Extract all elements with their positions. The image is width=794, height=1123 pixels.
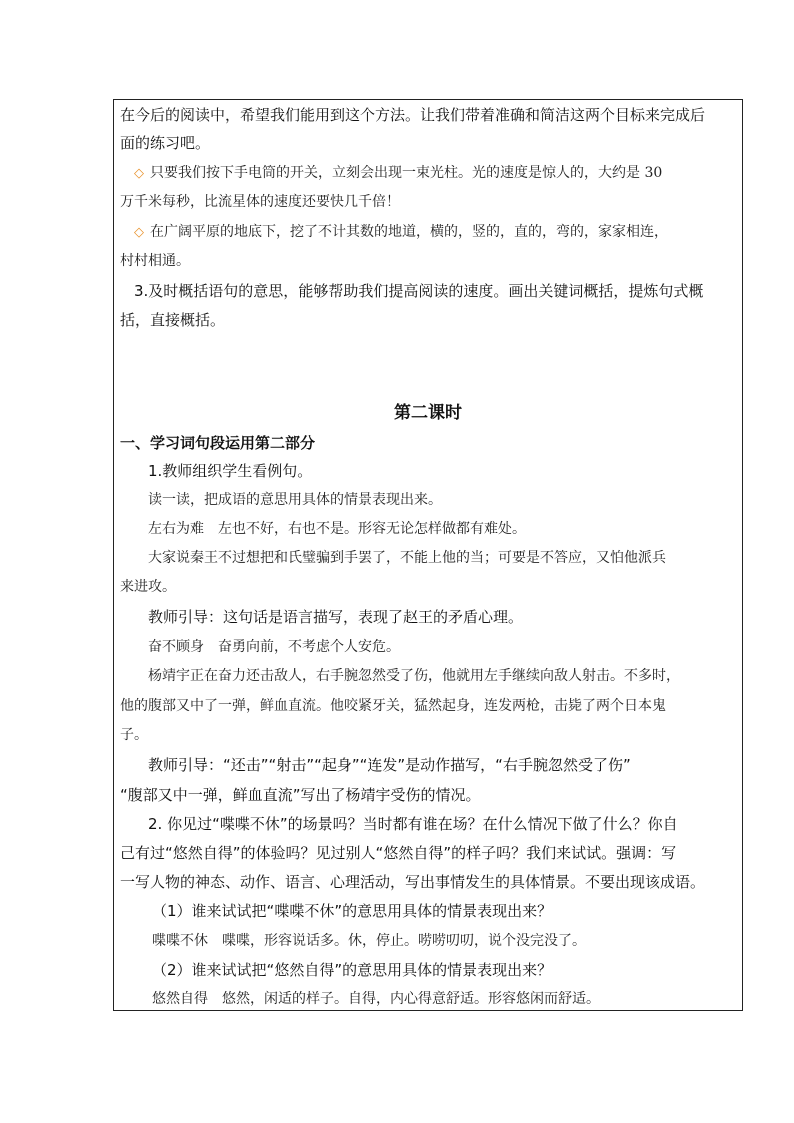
text-line: 他的腹部又中了一弹，鲜血直流。他咬紧牙关，猛然起身，连发两枪，击毙了两个日本鬼	[120, 698, 666, 714]
text-line: 己有过“悠然自得”的体验吗？见过别人“悠然自得”的样子吗？我们来试试。强调：写	[120, 844, 677, 862]
text-line: 万千米每秒，比流星体的速度还要快几千倍！	[120, 194, 400, 210]
idiom-line: 奋不顾身 奋勇向前，不考虑个人安危。	[148, 639, 400, 655]
lesson-title: 第二课时	[394, 403, 462, 423]
section-heading: 一、学习词句段运用第二部分	[120, 434, 316, 452]
text-line: 杨靖宇正在奋力还击敌人，右手腕忽然受了伤，他就用左手继续向敌人射击。不多时，	[148, 668, 680, 684]
question-line: （1）谁来试试把“喋喋不休”的意思用具体的情景表现出来？	[152, 902, 553, 920]
diamond-outline-icon: ◇	[134, 166, 144, 181]
idiom-line: 左右为难 左也不好，右也不是。形容无论怎样做都有难处。	[148, 521, 526, 537]
bullet-text: 在广阔平原的地底下，挖了不计其数的地道，横的，竖的，直的，弯的，家家相连，	[150, 224, 668, 240]
text-line: 教师引导：“还击”“射击”“起身”“连发”是动作描写，“右手腕忽然受了伤”	[148, 756, 631, 774]
text-line: 括，直接概括。	[120, 311, 226, 329]
text-line: 教师引导：这句话是语言描写，表现了赵王的矛盾心理。	[148, 608, 524, 626]
text-line: 面的练习吧。	[120, 134, 211, 152]
text-line: 大家说秦王不过想把和氏璧骗到手罢了，不能上他的当；可要是不答应，又怕他派兵	[148, 550, 666, 566]
text-line: 读一读，把成语的意思用具体的情景表现出来。	[148, 492, 442, 508]
idiom-line: 喋喋不休 喋喋，形容说话多。休，停止。唠唠叨叨，说个没完没了。	[152, 933, 586, 949]
idiom-line: 悠然自得 悠然，闲适的样子。自得，内心得意舒适。形容悠闲而舒适。	[152, 991, 600, 1007]
bullet-text: 只要我们按下手电筒的开关，立刻会出现一束光柱。光的速度是惊人的，大约是 30	[150, 165, 663, 181]
diamond-outline-icon: ◇	[134, 225, 144, 240]
text-line: 2. 你见过“喋喋不休”的场景吗？当时都有谁在场？在什么情况下做了什么？你自	[148, 815, 678, 833]
bullet-line	[134, 222, 738, 243]
text-line: 一写人物的神态、动作、语言、心理活动，写出事情发生的具体情景。不要出现该成语。	[120, 873, 706, 891]
text-line: 1.教师组织学生看例句。	[148, 462, 313, 480]
text-line: 3.及时概括语句的意思，能够帮助我们提高阅读的速度。画出关键词概括，提炼句式概	[134, 282, 704, 300]
text-line: 子。	[120, 727, 148, 743]
bullet-line	[134, 163, 738, 184]
text-line: 来进攻。	[120, 579, 176, 595]
text-line: “腹部又中一弹，鲜血直流”写出了杨靖宇受伤的情况。	[120, 786, 481, 804]
text-line: 村村相通。	[120, 253, 190, 269]
question-line: （2）谁来试试把“悠然自得”的意思用具体的情景表现出来？	[152, 961, 553, 979]
text-line: 在今后的阅读中，希望我们能用到这个方法。让我们带着准确和简洁这两个目标来完成后	[120, 106, 706, 124]
